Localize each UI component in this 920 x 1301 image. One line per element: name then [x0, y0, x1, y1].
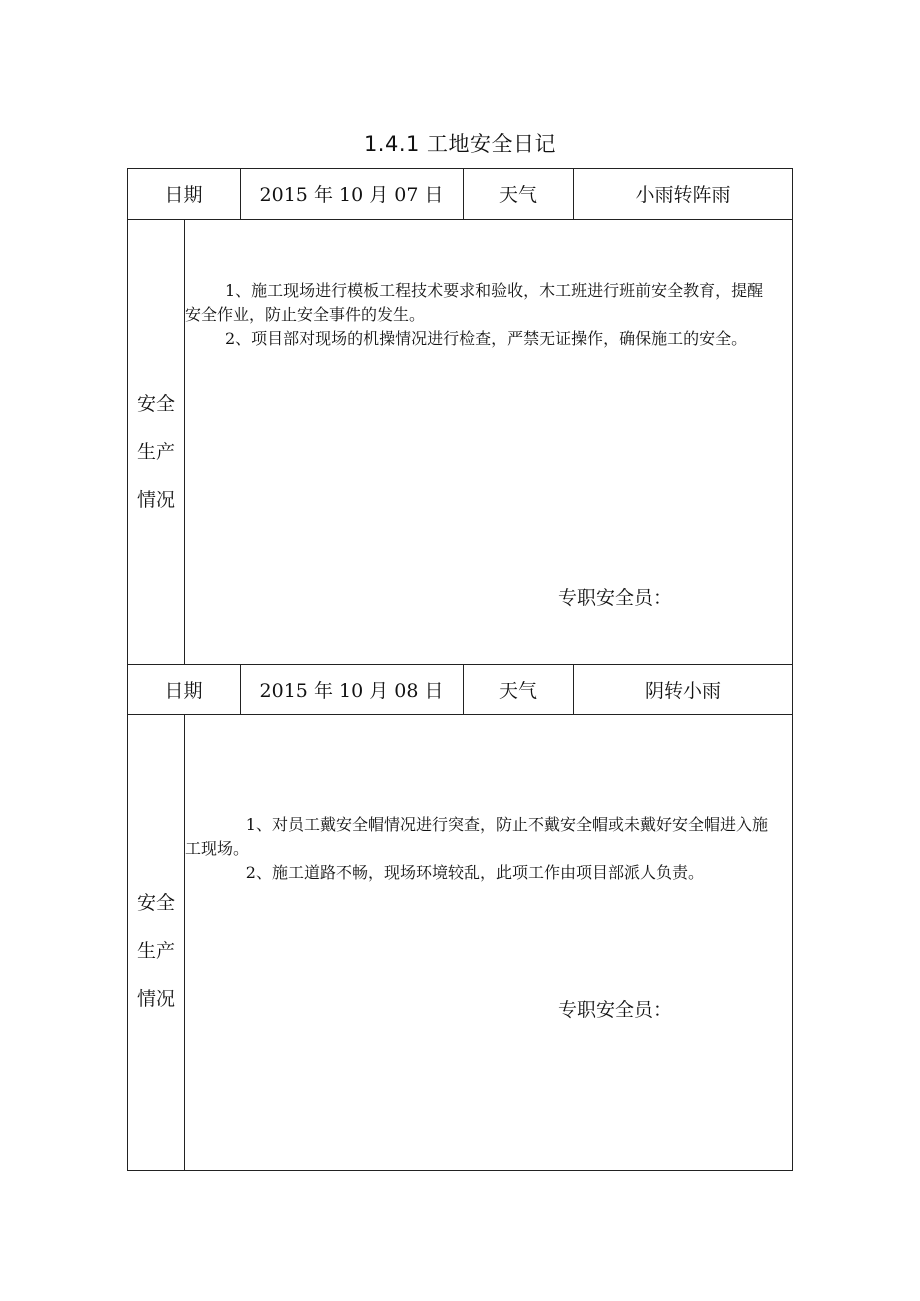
- safety-content: [185, 279, 779, 351]
- content-item: 2、施工道路不畅，现场环境较乱，此项工作由项目部派人负责。: [245, 863, 704, 882]
- content-item: 2、项目部对现场的机操情况进行检查，严禁无证操作，确保施工的安全。: [225, 329, 748, 348]
- date-label: 日期: [164, 184, 203, 206]
- date-value: 2015 年 10 月 07 日: [259, 184, 444, 206]
- side-label-line: 情况: [136, 489, 175, 511]
- content-item: 1、施工现场进行模板工程技术要求和验收，木工班进行班前安全教育，提醒安全作业，防止安全事件的发生。: [185, 281, 764, 324]
- side-label-line: 情况: [136, 988, 175, 1010]
- row-divider: [127, 219, 793, 220]
- weather-value: 阴转小雨: [644, 679, 721, 702]
- page-title: 1.4.1 工地安全日记: [363, 132, 557, 156]
- signature-label: 专职安全员：: [558, 587, 673, 609]
- row-divider: [127, 714, 793, 715]
- content-item: 1、对员工戴安全帽情况进行突查，防止不戴安全帽或未戴好安全帽进入施工现场。: [185, 815, 768, 858]
- weather-label: 天气: [498, 184, 537, 206]
- side-label: [128, 380, 184, 524]
- side-divider: [184, 714, 185, 1171]
- signature-label: 专职安全员：: [558, 999, 673, 1021]
- side-label: [128, 879, 184, 1023]
- date-label: 日期: [164, 679, 203, 702]
- side-label-line: 安全: [136, 892, 175, 914]
- weather-label: 天气: [498, 679, 537, 702]
- date-value: 2015 年 10 月 08 日: [259, 679, 444, 702]
- side-label-line: 安全: [136, 393, 175, 415]
- safety-content: [185, 813, 779, 885]
- weather-value: 小雨转阵雨: [635, 184, 731, 206]
- side-label-line: 生产: [136, 441, 175, 463]
- side-label-line: 生产: [136, 940, 175, 962]
